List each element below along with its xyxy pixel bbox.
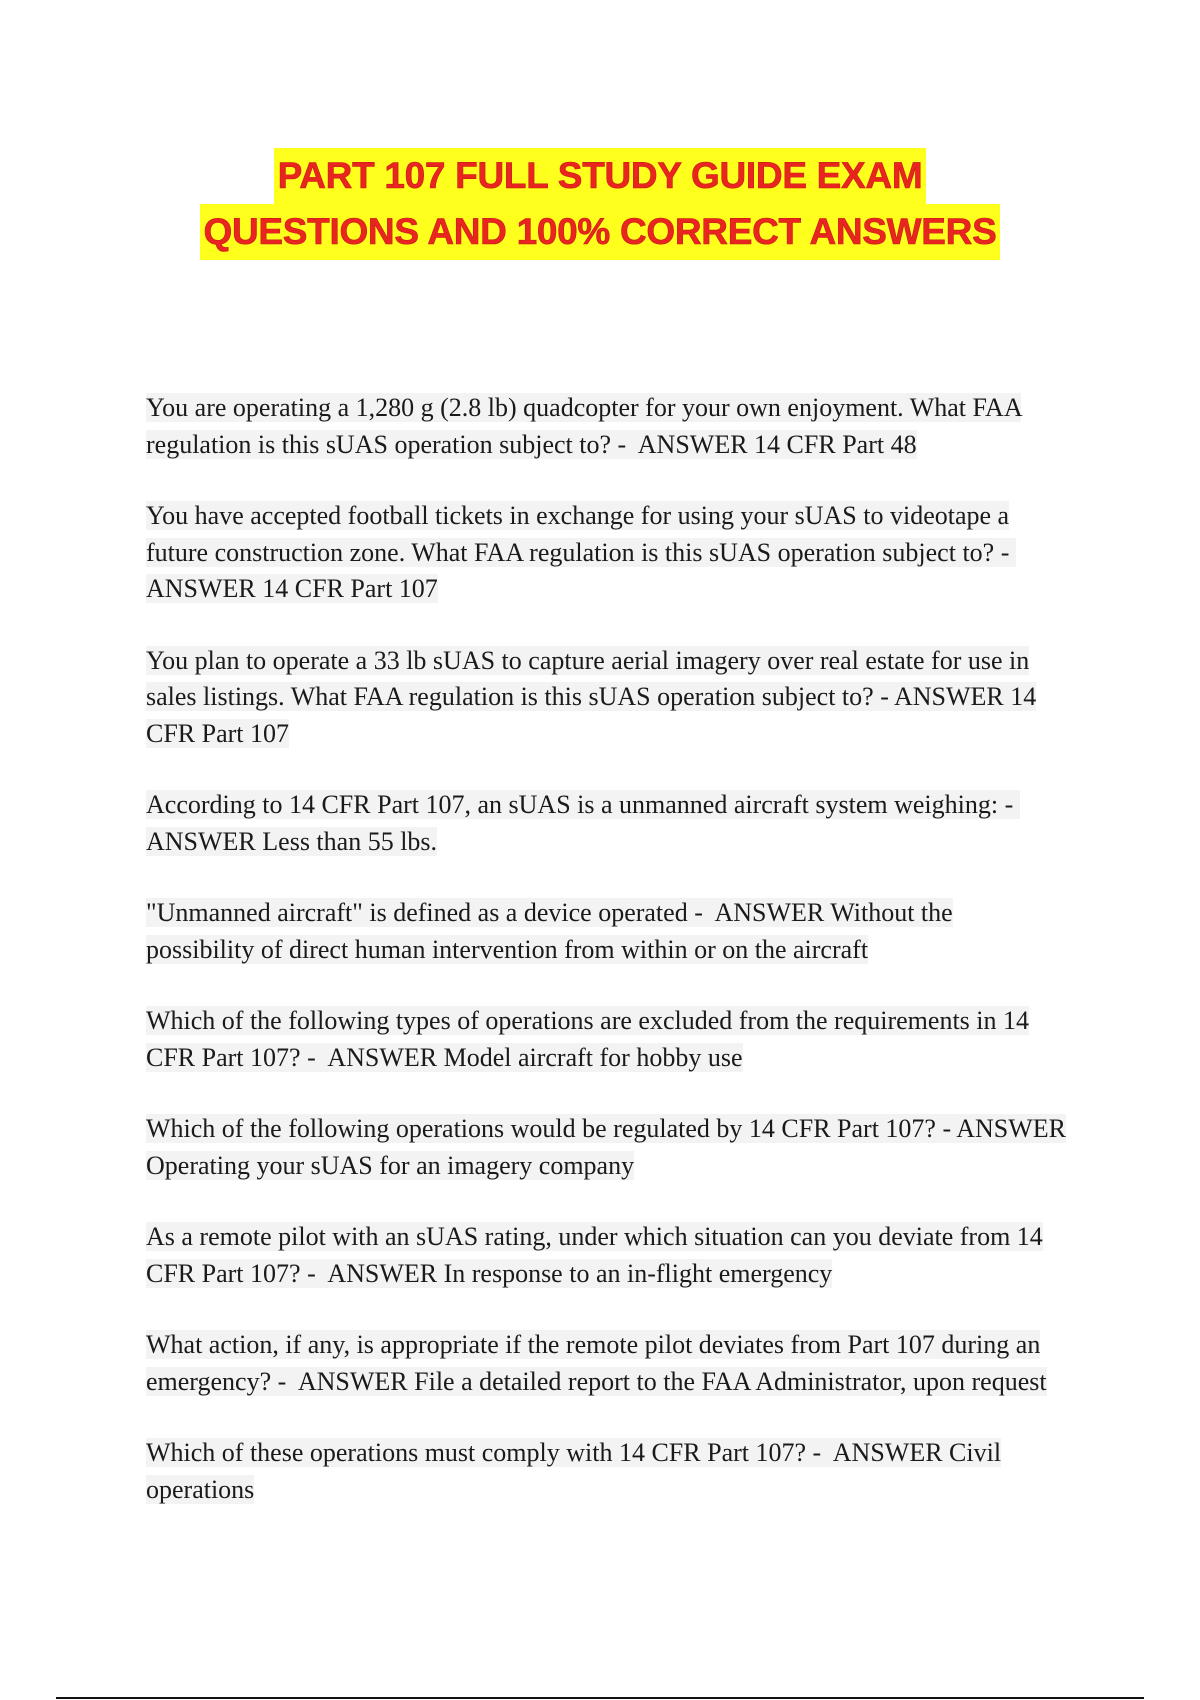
question-text: "Unmanned aircraft" is defined as a device operated - (146, 898, 703, 927)
question-text: What action, if any, is appropriate if the remote pilot deviates from Part 107 during an emergency? - (146, 1330, 1041, 1396)
qa-item-10 (146, 1435, 1066, 1508)
title-line-1: PART 107 FULL STUDY GUIDE EXAM (274, 148, 927, 204)
answer-text: ANSWER Without the possibility of direct human intervention from within or on the aircraft (146, 898, 953, 964)
qa-list (146, 390, 1066, 1543)
title-line-2: QUESTIONS AND 100% CORRECT ANSWERS (200, 204, 1001, 260)
qa-item-5 (146, 895, 1066, 968)
question-text: You are operating a 1,280 g (2.8 lb) quadcopter for your own enjoyment. What FAA regulation is this sUAS operation subject to? - (146, 393, 1022, 459)
qa-item-7 (146, 1111, 1066, 1184)
answer-text: ANSWER Less than 55 lbs. (146, 826, 438, 856)
question-text: According to 14 CFR Part 107, an sUAS is a unmanned aircraft system weighing: - (146, 790, 1014, 819)
answer-text: ANSWER 14 CFR Part 107 (146, 682, 1037, 748)
question-text: You have accepted football tickets in exchange for using your sUAS to videotape a future construction zone. What FAA regulation is this sUAS operation subject to? - (146, 501, 1010, 567)
answer-text: ANSWER File a detailed report to the FAA Administrator, upon request (297, 1366, 1047, 1396)
question-text: Which of the following types of operations are excluded from the requirements in 14 CFR Part 107? - (146, 1006, 1030, 1072)
answer-text: ANSWER Model aircraft for hobby use (327, 1042, 743, 1072)
answer-text: ANSWER 14 CFR Part 48 (637, 429, 917, 459)
answer-text: ANSWER Civil operations (146, 1438, 1002, 1504)
answer-text: ANSWER 14 CFR Part 107 (146, 574, 438, 603)
qa-item-3 (146, 643, 1066, 753)
qa-item-9 (146, 1327, 1066, 1400)
answer-text: ANSWER Operating your sUAS for an imagery company (146, 1114, 1066, 1180)
qa-item-6 (146, 1003, 1066, 1076)
question-text: Which of these operations must comply with 14 CFR Part 107? - (146, 1438, 822, 1467)
document-title (0, 148, 1200, 260)
question-text: As a remote pilot with an sUAS rating, under which situation can you deviate from 14 CFR Part 107? - (146, 1222, 1043, 1288)
footer-divider (56, 1697, 1144, 1699)
qa-item-8 (146, 1219, 1066, 1292)
qa-item-4 (146, 787, 1066, 860)
question-text: Which of the following operations would be regulated by 14 CFR Part 107? - (146, 1114, 952, 1143)
qa-item-2 (146, 498, 1066, 608)
qa-item-1 (146, 390, 1066, 463)
answer-text: ANSWER In response to an in-flight emergency (327, 1258, 833, 1288)
question-text: You plan to operate a 33 lb sUAS to capture aerial imagery over real estate for use in sales listings. What FAA regulation is this sUAS operation subject to? - (146, 645, 1030, 711)
